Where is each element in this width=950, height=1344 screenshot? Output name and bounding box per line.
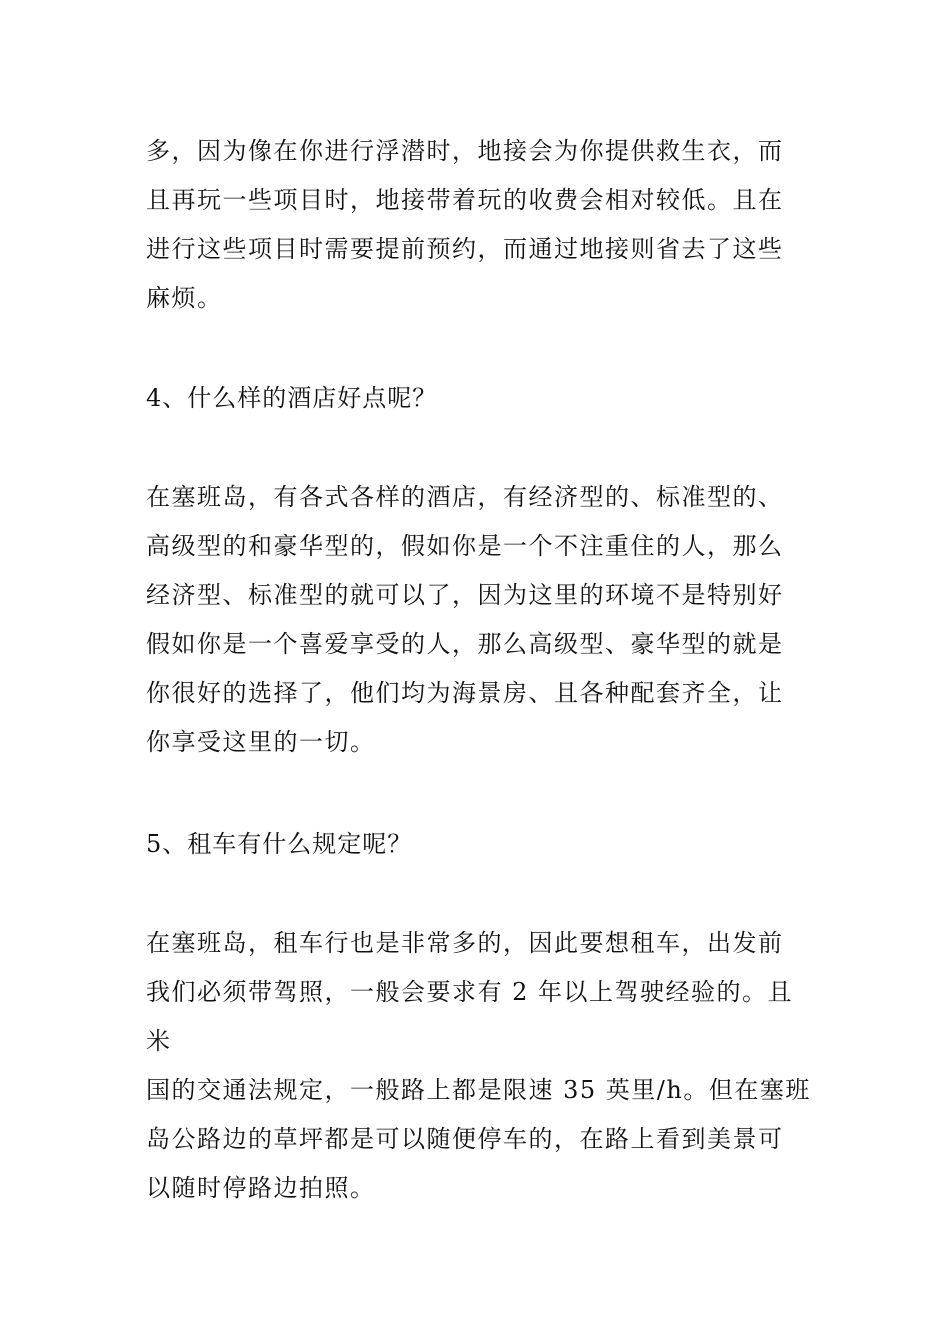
paragraph-local-guide: 多，因为像在你进行浮潜时，地接会为你提供救生衣，而 且再玩一些项目时，地接带着玩的收费会相对较低。且在 进行这些项目时需要提前预约，而通过地接则省去了这些 麻烦。 <box>146 137 784 312</box>
paragraph-hotel-answer: 在塞班岛，有各式各样的酒店，有经济型的、标准型的、 高级型的和豪华型的，假如你是一个不注重住的人，那么 经济型、标准型的就可以了，因为这里的环境不是特别好 假如你是一个喜爱享受的人，那么高级型、豪华型的就是 你很好的选择了，他们均为海景房、且各种配套齐全，让 你享受这里的一切。 <box>146 483 784 756</box>
paragraph-car-rental-answer: 在塞班岛，租车行也是非常多的，因此要想租车，出发前 我们必须带驾照，一般会要求有 2 年以上驾驶经验的。且米 国的交通法规定，一般路上都是限速 35 英里/h。但在塞班 岛公路边的草坪都是可以随便停车的，在路上看到美景可 以随时停路边拍照。 <box>146 929 811 1202</box>
heading-hotel-question: 4、什么样的酒店好点呢？ <box>146 384 438 412</box>
heading-car-rental-question: 5、租车有什么规定呢？ <box>146 830 413 858</box>
